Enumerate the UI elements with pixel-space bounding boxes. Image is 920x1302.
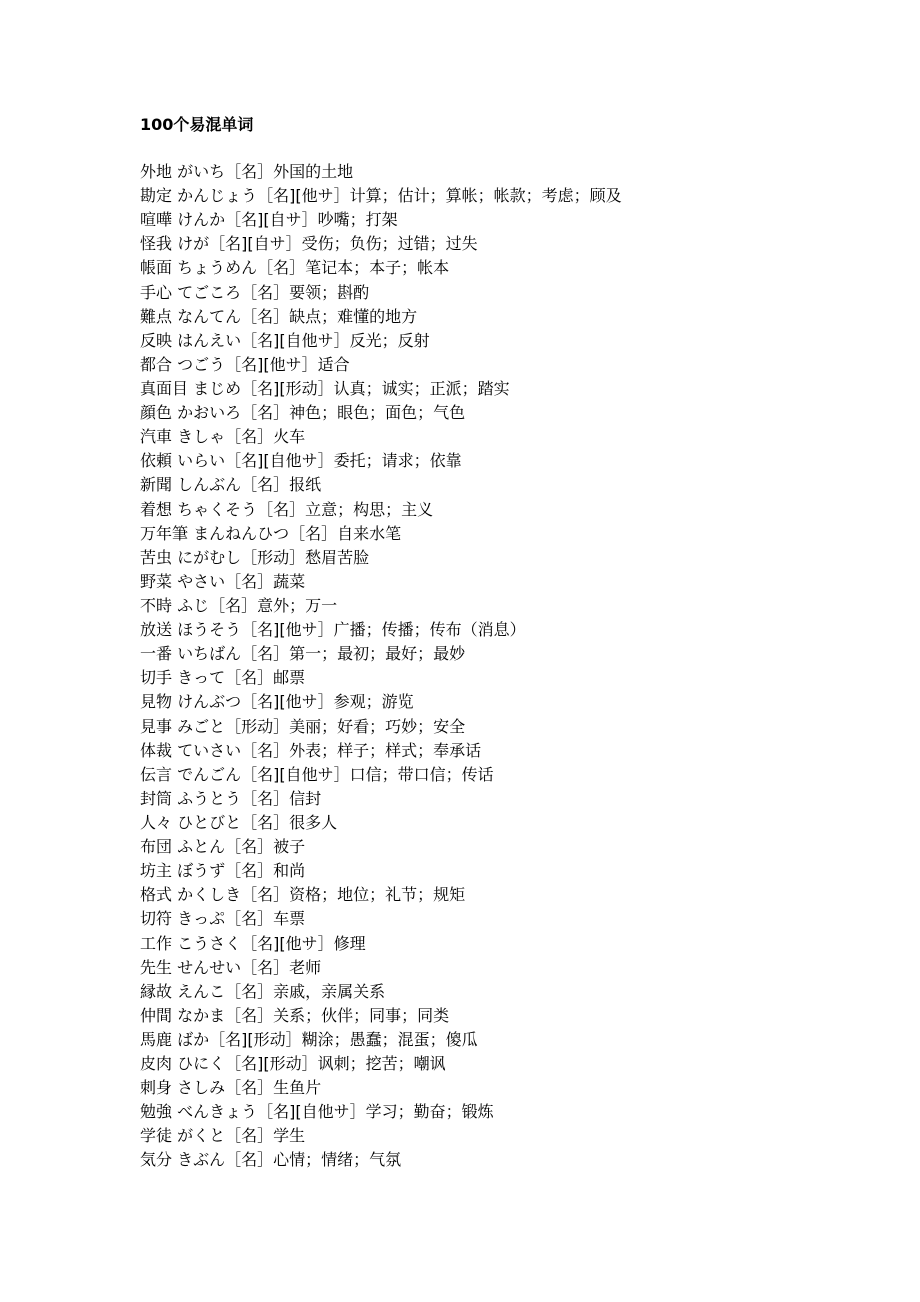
vocabulary-entry: 帳面 ちょうめん［名］笔记本；本子；帐本	[140, 258, 450, 278]
vocabulary-entry: 封筒 ふうとう［名］信封	[140, 788, 322, 808]
vocabulary-entry: 見物 けんぶつ［名][他サ］参观；游览	[140, 692, 414, 712]
vocabulary-entry: 新聞 しんぶん［名］报纸	[140, 475, 322, 495]
vocabulary-entry: 学徒 がくと［名］学生	[140, 1126, 306, 1146]
vocabulary-entry: 気分 きぶん［名］心情；情绪；气氛	[140, 1150, 402, 1170]
vocabulary-entry: 野菜 やさい［名］蔬菜	[140, 571, 306, 591]
vocabulary-entry: 皮肉 ひにく［名][形动］讽刺；挖苦；嘲讽	[140, 1054, 446, 1074]
vocabulary-entry: 汽車 きしゃ［名］火车	[140, 427, 306, 447]
vocabulary-entry: 不時 ふじ［名］意外；万一	[140, 595, 338, 615]
vocabulary-list	[140, 160, 622, 1173]
vocabulary-entry: 一番 いちばん［名］第一；最初；最好；最妙	[140, 644, 466, 664]
vocabulary-entry: 布団 ふとん［名］被子	[140, 837, 306, 857]
vocabulary-entry: 仲間 なかま［名］关系；伙伴；同事；同类	[140, 1005, 450, 1025]
vocabulary-entry: 万年筆 まんねんひつ［名］自来水笔	[140, 523, 402, 543]
vocabulary-entry: 放送 ほうそう［名][他サ］广播；传播；传布（消息）	[140, 620, 526, 640]
vocabulary-entry: 難点 なんてん［名］缺点；难懂的地方	[140, 306, 418, 326]
vocabulary-entry: 縁故 えんこ［名］亲戚，亲属关系	[140, 981, 386, 1001]
vocabulary-entry: 真面目 まじめ［名][形动］认真；诚实；正派；踏实	[140, 378, 510, 398]
vocabulary-entry: 坊主 ぼうず［名］和尚	[140, 861, 306, 881]
vocabulary-entry: 勉強 べんきょう［名][自他サ］学习；勤奋；锻炼	[140, 1102, 494, 1122]
vocabulary-entry: 切符 きっぷ［名］车票	[140, 909, 306, 929]
vocabulary-entry: 格式 かくしき［名］资格；地位；礼节；规矩	[140, 885, 466, 905]
vocabulary-entry: 外地 がいち［名］外国的土地	[140, 162, 354, 181]
vocabulary-entry: 苦虫 にがむし［形动］愁眉苦脸	[140, 547, 370, 567]
vocabulary-entry: 工作 こうさく［名][他サ］修理	[140, 933, 366, 953]
vocabulary-entry: 依頼 いらい［名][自他サ］委托；请求；依靠	[140, 451, 462, 471]
vocabulary-entry: 怪我 けが［名][自サ］受伤；负伤；过错；过失	[140, 234, 478, 254]
vocabulary-entry: 馬鹿 ばか［名][形动］糊涂；愚蠢；混蛋；傻瓜	[140, 1029, 478, 1049]
vocabulary-entry: 反映 はんえい［名][自他サ］反光；反射	[140, 330, 430, 350]
vocabulary-entry: 手心 てごころ［名］要领；斟酌	[140, 282, 370, 302]
vocabulary-entry: 喧嘩 けんか［名][自サ］吵嘴；打架	[140, 210, 398, 230]
vocabulary-entry: 刺身 さしみ［名］生鱼片	[140, 1078, 322, 1098]
vocabulary-entry: 先生 せんせい［名］老师	[140, 957, 322, 977]
vocabulary-entry: 体裁 ていさい［名］外表；样子；样式；奉承话	[140, 740, 482, 760]
vocabulary-entry: 見事 みごと［形动］美丽；好看；巧妙；安全	[140, 716, 466, 736]
vocabulary-entry: 顔色 かおいろ［名］神色；眼色；面色；气色	[140, 403, 466, 423]
vocabulary-entry: 切手 きって［名］邮票	[140, 668, 306, 688]
vocabulary-entry: 着想 ちゃくそう［名］立意；构思；主义	[140, 499, 434, 519]
document-title: 100个易混单词	[140, 115, 254, 134]
vocabulary-entry: 勘定 かんじょう［名][他サ］计算；估计；算帐；帐款；考虑；顾及	[140, 186, 622, 206]
vocabulary-entry: 都合 つごう［名][他サ］适合	[140, 354, 350, 374]
vocabulary-entry: 伝言 でんごん［名][自他サ］口信；带口信；传话	[140, 764, 494, 784]
vocabulary-entry: 人々 ひとびと［名］很多人	[140, 812, 338, 832]
